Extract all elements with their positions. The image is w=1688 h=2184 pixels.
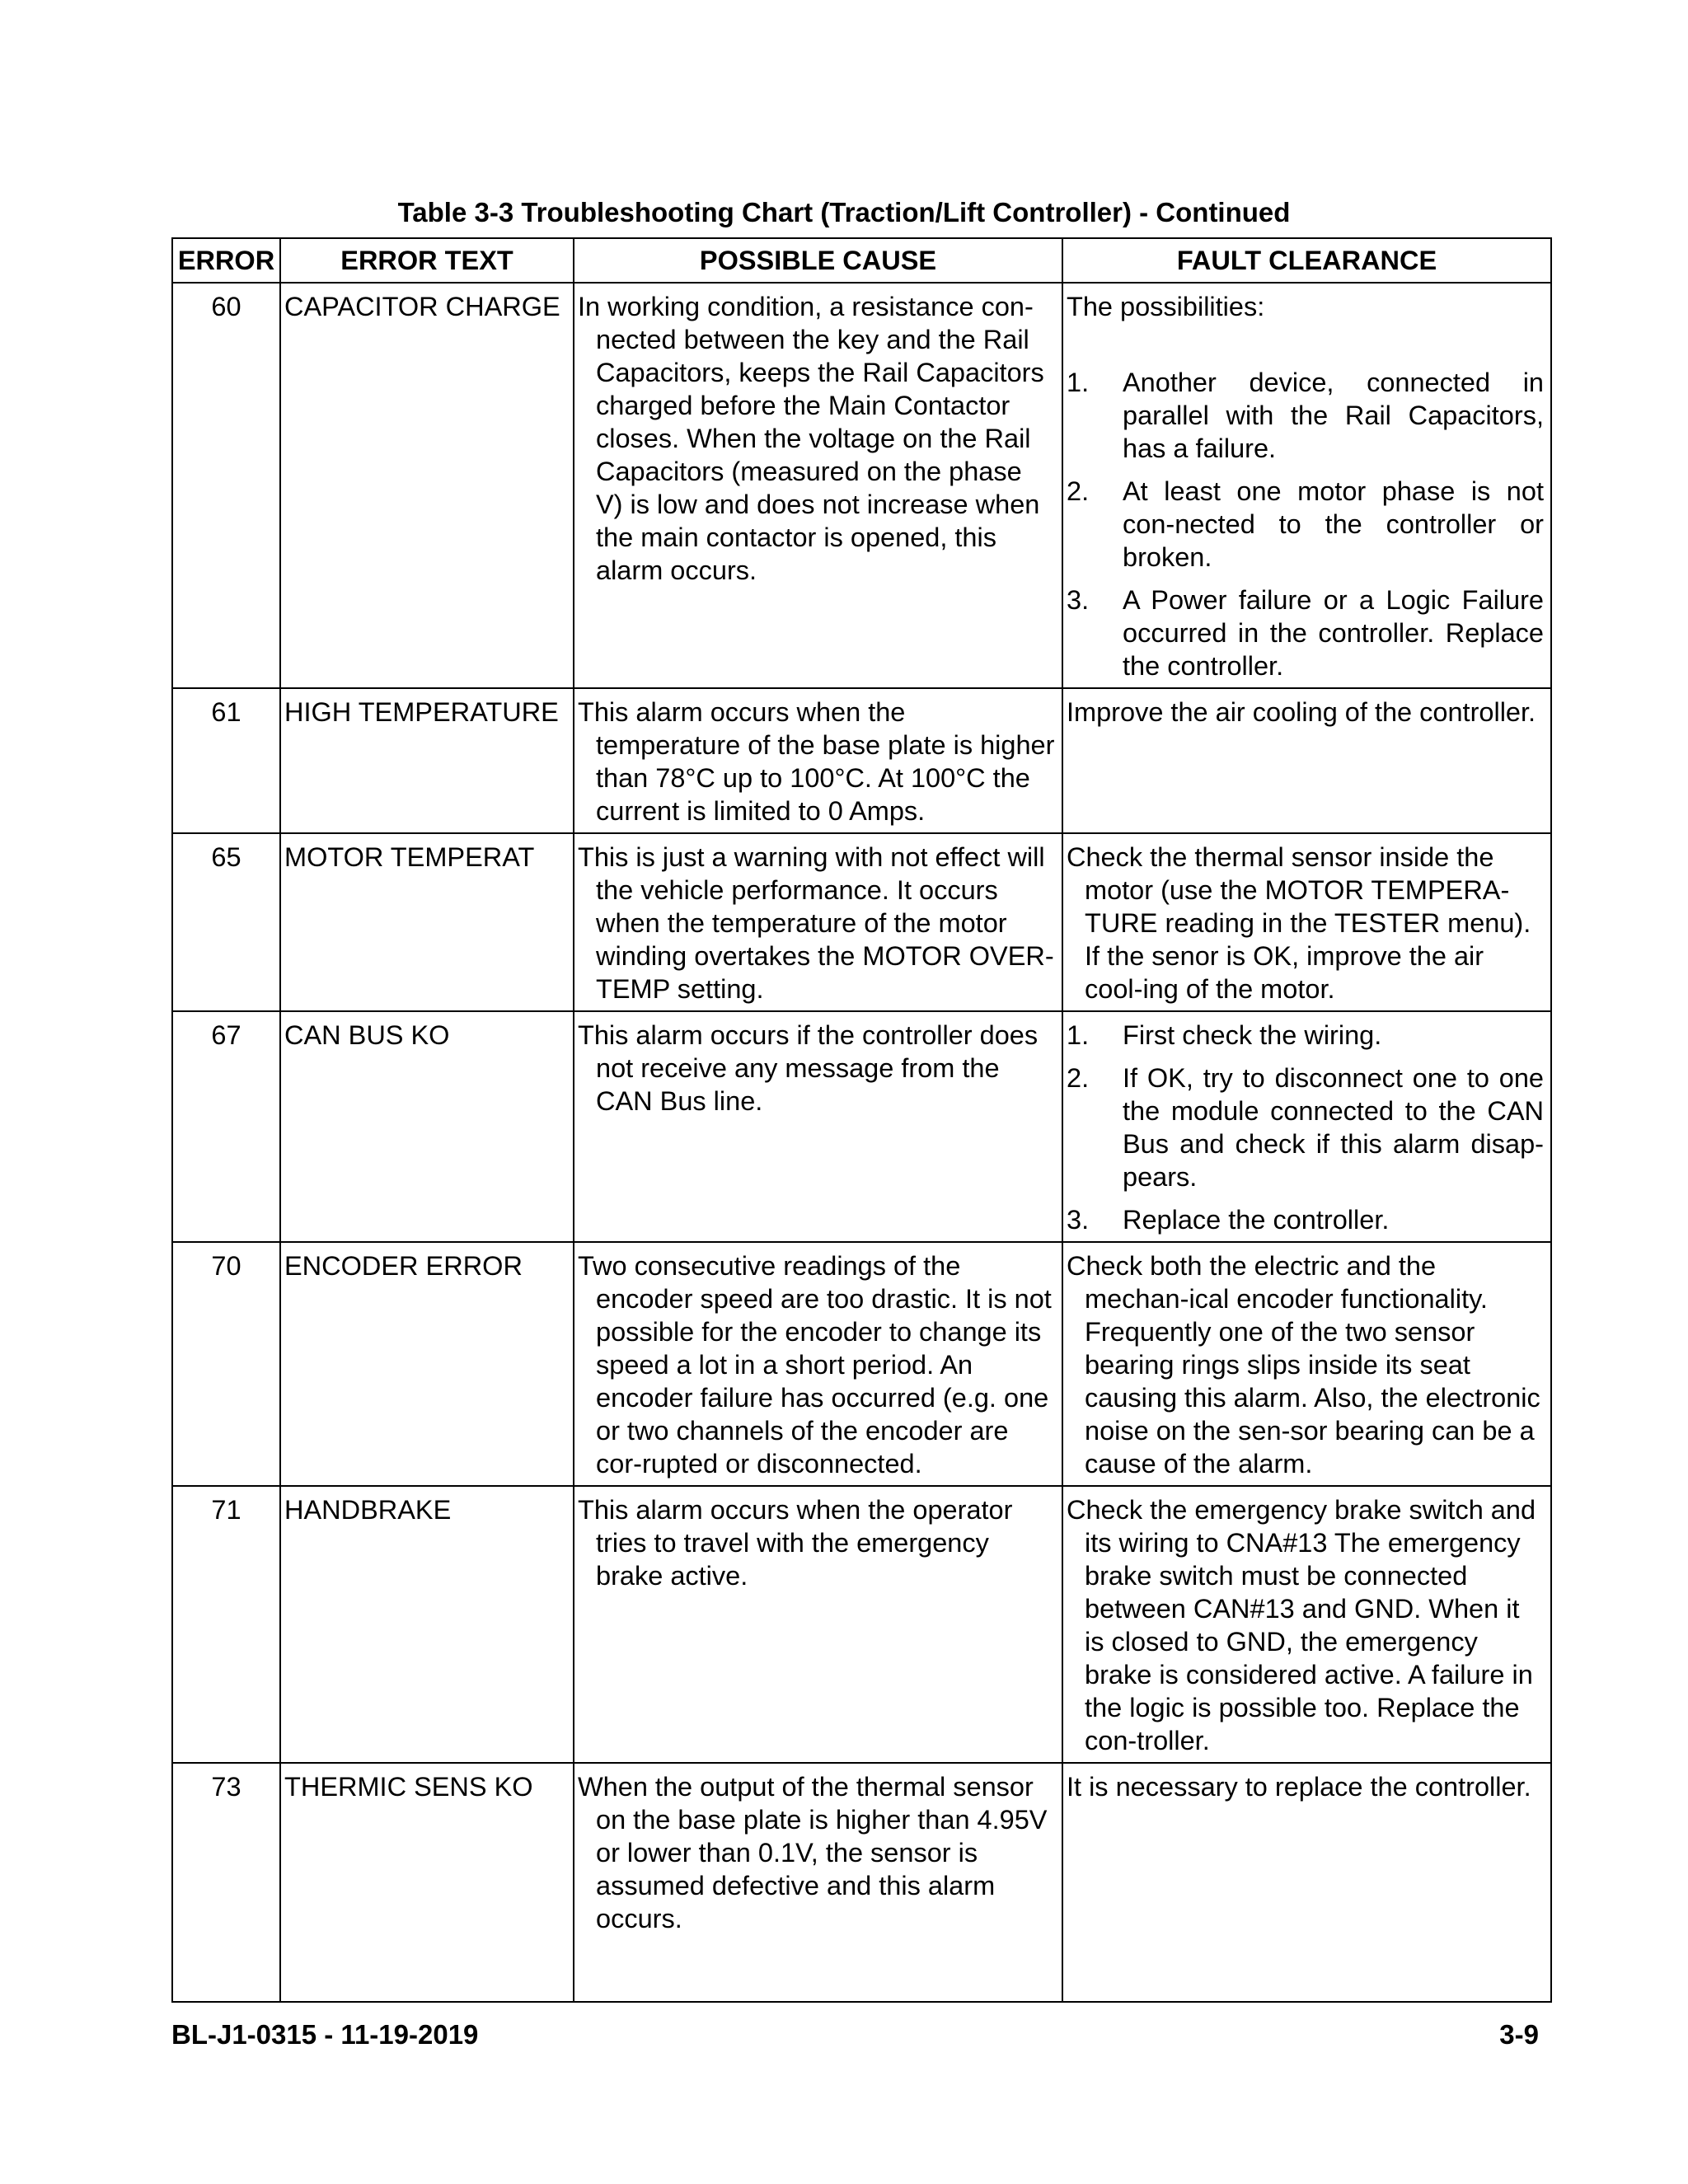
item-number: 1. xyxy=(1067,368,1090,397)
fault-clearance-intro: The possibilities: xyxy=(1067,292,1265,321)
item-number: 1. xyxy=(1067,1020,1090,1050)
item-text: If OK, try to disconnect one to one the module connected to the CAN Bus and check if this alarm disap-pears. xyxy=(1123,1063,1544,1192)
error-code: 65 xyxy=(172,833,280,1011)
possible-cause: In working condition, a resistance con-nected between the key and the Rail Capacitors, keeps the Rail Capacitors charged before the Main Contactor closes. When the voltage on the Rail Capacitors (measured on the phase V) is low and does not increase when the main contactor is opened, this alarm occurs. xyxy=(578,292,1044,585)
item-text: Replace the controller. xyxy=(1123,1205,1390,1235)
list-item xyxy=(1067,366,1544,465)
header-possible-cause: POSSIBLE CAUSE xyxy=(574,238,1062,283)
item-text: A Power failure or a Logic Failure occurred in the controller. Replace the controller. xyxy=(1123,585,1544,681)
item-number: 3. xyxy=(1067,585,1090,615)
table-row xyxy=(172,833,1551,1011)
list-item xyxy=(1067,583,1544,682)
error-text: THERMIC SENS KO xyxy=(280,1763,574,2002)
item-text: Another device, connected in parallel with the Rail Capacitors, has a failure. xyxy=(1123,368,1544,463)
error-text: HIGH TEMPERATURE xyxy=(280,688,574,833)
fault-clearance: Improve the air cooling of the controller. xyxy=(1067,697,1536,727)
list-item xyxy=(1067,1203,1544,1236)
fault-clearance: Check both the electric and the mechan-ical encoder functionality. Frequently one of the two sensor bearing rings slips inside its seat causing this alarm. Also, the electronic noise on the sen-sor bearing can be a cause of the alarm. xyxy=(1067,1251,1540,1479)
list-item xyxy=(1067,475,1544,574)
error-text: CAN BUS KO xyxy=(280,1011,574,1242)
error-code: 60 xyxy=(172,283,280,688)
possible-cause: This alarm occurs when the temperature of the base plate is higher than 78°C up to 100°C. At 100°C the current is limited to 0 Amps. xyxy=(578,697,1055,826)
table-row xyxy=(172,283,1551,688)
error-text: ENCODER ERROR xyxy=(280,1242,574,1486)
error-text: MOTOR TEMPERAT xyxy=(280,833,574,1011)
document-id: BL-J1-0315 - 11-19-2019 xyxy=(171,2019,479,2050)
possible-cause: This alarm occurs if the controller does not receive any message from the CAN Bus line. xyxy=(578,1020,1039,1116)
table-title: Table 3-3 Troubleshooting Chart (Traction/Lift Controller) - Continued xyxy=(397,197,1291,227)
page-number: 3-9 xyxy=(1499,2019,1539,2050)
item-text: First check the wiring. xyxy=(1123,1020,1382,1050)
possible-cause: Two consecutive readings of the encoder speed are too drastic. It is not possible for the encoder to change its speed a lot in a short period. An encoder failure has occurred (e.g. one or two channels of the encoder are cor-rupted or disconnected. xyxy=(578,1251,1052,1479)
error-code: 67 xyxy=(172,1011,280,1242)
error-code: 71 xyxy=(172,1486,280,1763)
error-text: CAPACITOR CHARGE xyxy=(280,283,574,688)
item-number: 2. xyxy=(1067,1063,1090,1093)
item-number: 2. xyxy=(1067,476,1090,506)
table-header-row xyxy=(172,238,1551,283)
possible-cause: This is just a warning with not effect will the vehicle performance. It occurs when the temperature of the motor winding overtakes the MOTOR OVER-TEMP setting. xyxy=(578,842,1054,1004)
header-fault-clearance: FAULT CLEARANCE xyxy=(1062,238,1551,283)
error-code: 73 xyxy=(172,1763,280,2002)
table-row xyxy=(172,688,1551,833)
fault-clearance-list xyxy=(1067,1019,1544,1236)
item-number: 3. xyxy=(1067,1205,1090,1235)
possible-cause: When the output of the thermal sensor on the base plate is higher than 4.95V or lower than 0.1V, the sensor is assumed defective and this alarm occurs. xyxy=(578,1772,1048,1933)
header-error: ERROR xyxy=(172,238,280,283)
fault-clearance: Check the emergency brake switch and its wiring to CNA#13 The emergency brake switch must be connected between CAN#13 and GND. When it is closed to GND, the emergency brake is considered active. A failure in the logic is possible too. Replace the con-troller. xyxy=(1067,1495,1536,1755)
error-text: HANDBRAKE xyxy=(280,1486,574,1763)
header-error-text: ERROR TEXT xyxy=(280,238,574,283)
table-row xyxy=(172,1011,1551,1242)
error-code: 61 xyxy=(172,688,280,833)
list-item xyxy=(1067,1019,1544,1052)
item-text: At least one motor phase is not con-nected to the controller or broken. xyxy=(1123,476,1544,572)
fault-clearance: Check the thermal sensor inside the motor (use the MOTOR TEMPERA-TURE reading in the TESTER menu). If the senor is OK, improve the air cool-ing of the motor. xyxy=(1067,842,1531,1004)
list-item xyxy=(1067,1062,1544,1193)
troubleshooting-table xyxy=(171,237,1552,2003)
table-row xyxy=(172,1763,1551,2002)
table-row xyxy=(172,1486,1551,1763)
table-row xyxy=(172,1242,1551,1486)
fault-clearance: It is necessary to replace the controller. xyxy=(1067,1772,1531,1802)
possible-cause: This alarm occurs when the operator tries to travel with the emergency brake active. xyxy=(578,1495,1013,1591)
fault-clearance-list xyxy=(1067,366,1544,682)
error-code: 70 xyxy=(172,1242,280,1486)
